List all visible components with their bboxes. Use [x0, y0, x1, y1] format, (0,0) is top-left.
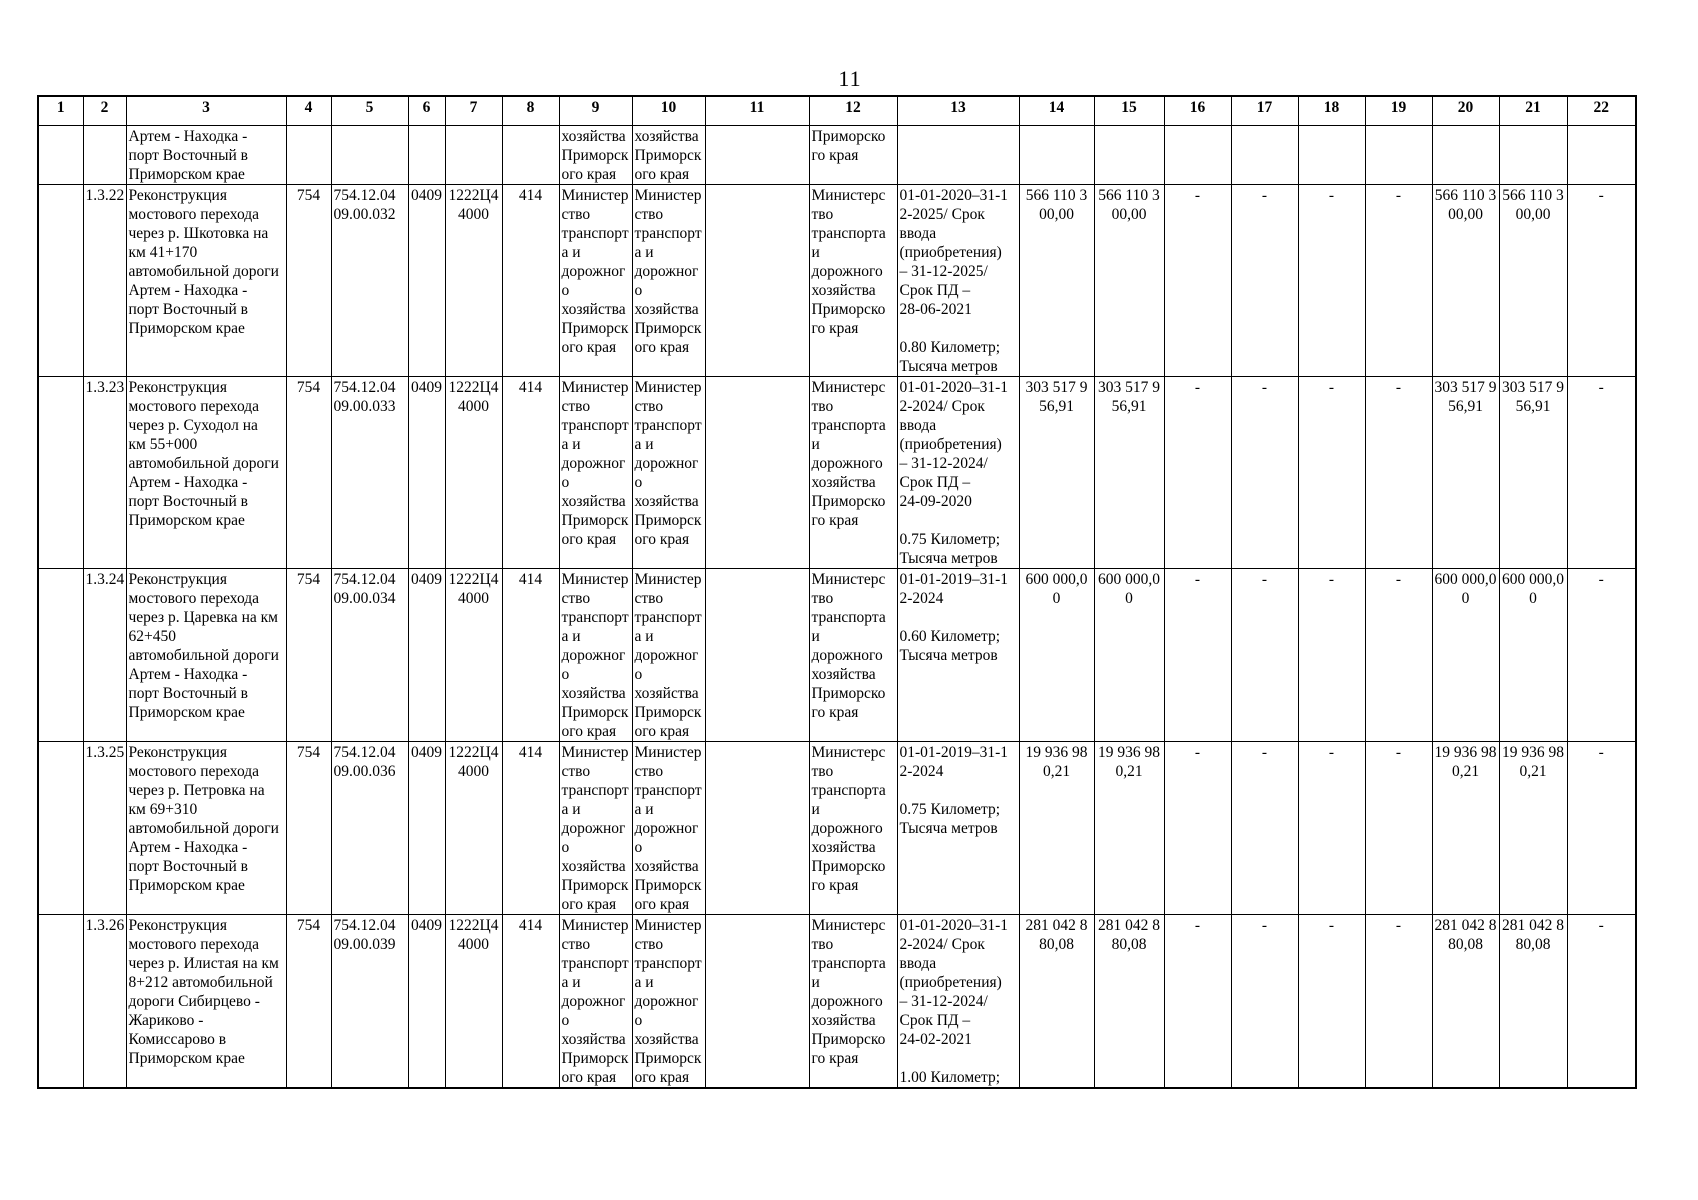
dash-cell: -	[1231, 185, 1298, 377]
column-header: 1	[38, 96, 83, 126]
column-header: 13	[897, 96, 1019, 126]
column-header: 22	[1567, 96, 1636, 126]
dash-cell: -	[1231, 742, 1298, 915]
amount-cell: 566 110 3 00,00	[1019, 185, 1094, 377]
table-cell	[38, 742, 83, 915]
dash-cell: -	[1567, 185, 1636, 377]
code-cell: 754.12.04 09.00.039	[331, 915, 408, 1089]
authority-cell: Министерс тво транспорта и дорожного хозяйства Приморско го края	[809, 569, 897, 742]
amount-cell: 303 517 9 56,91	[1019, 377, 1094, 569]
table-cell	[705, 742, 809, 915]
dash-cell: -	[1164, 377, 1231, 569]
column-header: 2	[83, 96, 126, 126]
code-cell: 754.12.04 09.00.033	[331, 377, 408, 569]
authority-cell: Министерс тво транспорта и дорожного хозяйства Приморско го края	[809, 377, 897, 569]
table-cell	[38, 126, 83, 185]
table-cell	[83, 126, 126, 185]
column-header: 9	[559, 96, 632, 126]
table-cell	[705, 126, 809, 185]
table-cell	[1019, 126, 1094, 185]
column-header: 6	[408, 96, 445, 126]
object-name-cell: Реконструкция мостового перехода через р. Илистая на км 8+212 автомобильной дороги Сибирцево - Жариково - Комиссарово в Приморском крае	[126, 915, 286, 1089]
dash-cell: -	[1567, 742, 1636, 915]
dash-cell: -	[1298, 915, 1365, 1089]
code-cell: 1222Ц4 4000	[445, 185, 502, 377]
column-header: 7	[445, 96, 502, 126]
code-cell: 754	[286, 377, 331, 569]
authority-cell: Министерс тво транспорта и дорожного хозяйства Приморско го края	[809, 915, 897, 1089]
code-cell: 0409	[408, 915, 445, 1089]
dash-cell: -	[1164, 742, 1231, 915]
item-number-cell: 1.3.24	[83, 569, 126, 742]
deadline-cell: 01-01-2020–31-1 2-2024/ Срок ввода (приобретения) – 31-12-2024/ Срок ПД – 24-09-2020 0.75 Километр; Тысяча метров	[897, 377, 1019, 569]
object-name-cell: Реконструкция мостового перехода через р. Шкотовка на км 41+170 автомобильной дороги Артем - Находка - порт Восточный в Приморском крае	[126, 185, 286, 377]
code-cell: 0409	[408, 185, 445, 377]
developer-cell: Министер ство транспорт а и дорожног о хозяйства Приморск ого края	[632, 915, 705, 1089]
page-number: 11	[838, 66, 862, 91]
table-cell	[705, 569, 809, 742]
column-header: 20	[1432, 96, 1499, 126]
column-header: 10	[632, 96, 705, 126]
dash-cell: -	[1298, 377, 1365, 569]
dash-cell: -	[1365, 185, 1432, 377]
table-row-continuation	[38, 126, 1636, 185]
table-row	[38, 742, 1636, 915]
column-header: 3	[126, 96, 286, 126]
amount-cell: 281 042 8 80,08	[1499, 915, 1567, 1089]
dash-cell: -	[1231, 569, 1298, 742]
amount-cell: 566 110 3 00,00	[1432, 185, 1499, 377]
registry-table	[37, 95, 1637, 1089]
column-header: 4	[286, 96, 331, 126]
object-name-cell: Реконструкция мостового перехода через р. Петровка на км 69+310 автомобильной дороги Артем - Находка - порт Восточный в Приморском крае	[126, 742, 286, 915]
dash-cell: -	[1298, 569, 1365, 742]
column-header: 14	[1019, 96, 1094, 126]
code-cell: 754	[286, 742, 331, 915]
header-row	[38, 96, 1636, 126]
table-cell	[897, 126, 1019, 185]
table-cell	[38, 377, 83, 569]
column-header: 17	[1231, 96, 1298, 126]
code-cell: 414	[502, 185, 559, 377]
table-cell	[1094, 126, 1164, 185]
dash-cell: -	[1164, 185, 1231, 377]
code-cell: 754	[286, 185, 331, 377]
deadline-cell: 01-01-2019–31-1 2-2024 0.60 Километр; Тысяча метров	[897, 569, 1019, 742]
code-cell: 414	[502, 377, 559, 569]
table-row	[38, 377, 1636, 569]
dash-cell: -	[1365, 915, 1432, 1089]
dash-cell: -	[1365, 742, 1432, 915]
code-cell: 0409	[408, 569, 445, 742]
object-name-cell: Реконструкция мостового перехода через р. Суходол на км 55+000 автомобильной дороги Артем - Находка - порт Восточный в Приморском крае	[126, 377, 286, 569]
column-header: 21	[1499, 96, 1567, 126]
amount-cell: 600 000,0 0	[1432, 569, 1499, 742]
table-cell	[38, 915, 83, 1089]
amount-cell: 19 936 98 0,21	[1499, 742, 1567, 915]
table-cell	[1432, 126, 1499, 185]
amount-cell: 281 042 8 80,08	[1019, 915, 1094, 1089]
column-header: 16	[1164, 96, 1231, 126]
code-cell: 414	[502, 742, 559, 915]
authority-cell: Приморско го края	[809, 126, 897, 185]
code-cell: 754.12.04 09.00.034	[331, 569, 408, 742]
object-name-cell: Реконструкция мостового перехода через р. Царевка на км 62+450 автомобильной дороги Артем - Находка - порт Восточный в Приморском крае	[126, 569, 286, 742]
deadline-cell: 01-01-2020–31-1 2-2024/ Срок ввода (приобретения) – 31-12-2024/ Срок ПД – 24-02-2021 1.00 Километр;	[897, 915, 1019, 1089]
dash-cell: -	[1298, 742, 1365, 915]
table-cell	[502, 126, 559, 185]
developer-cell: хозяйства Приморск ого края	[632, 126, 705, 185]
amount-cell: 600 000,0 0	[1094, 569, 1164, 742]
item-number-cell: 1.3.25	[83, 742, 126, 915]
dash-cell: -	[1164, 915, 1231, 1089]
table-cell	[1164, 126, 1231, 185]
code-cell: 1222Ц4 4000	[445, 742, 502, 915]
code-cell: 754.12.04 09.00.036	[331, 742, 408, 915]
column-header: 18	[1298, 96, 1365, 126]
column-header: 5	[331, 96, 408, 126]
column-header: 19	[1365, 96, 1432, 126]
amount-cell: 303 517 9 56,91	[1094, 377, 1164, 569]
developer-cell: Министер ство транспорт а и дорожног о хозяйства Приморск ого края	[632, 569, 705, 742]
customer-cell: хозяйства Приморск ого края	[559, 126, 632, 185]
table-cell	[38, 569, 83, 742]
table-cell	[1499, 126, 1567, 185]
dash-cell: -	[1164, 569, 1231, 742]
table-cell	[705, 915, 809, 1089]
customer-cell: Министер ство транспорт а и дорожног о хозяйства Приморск ого края	[559, 915, 632, 1089]
column-header: 15	[1094, 96, 1164, 126]
amount-cell: 566 110 3 00,00	[1094, 185, 1164, 377]
dash-cell: -	[1365, 569, 1432, 742]
table-cell	[331, 126, 408, 185]
amount-cell: 19 936 98 0,21	[1019, 742, 1094, 915]
deadline-cell: 01-01-2020–31-1 2-2025/ Срок ввода (приобретения) – 31-12-2025/ Срок ПД – 28-06-2021 0.80 Километр; Тысяча метров	[897, 185, 1019, 377]
amount-cell: 19 936 98 0,21	[1432, 742, 1499, 915]
column-header: 12	[809, 96, 897, 126]
developer-cell: Министер ство транспорт а и дорожног о хозяйства Приморск ого края	[632, 185, 705, 377]
customer-cell: Министер ство транспорт а и дорожног о хозяйства Приморск ого края	[559, 569, 632, 742]
developer-cell: Министер ство транспорт а и дорожног о хозяйства Приморск ого края	[632, 377, 705, 569]
amount-cell: 566 110 3 00,00	[1499, 185, 1567, 377]
code-cell: 0409	[408, 742, 445, 915]
dash-cell: -	[1567, 377, 1636, 569]
table-cell	[705, 185, 809, 377]
code-cell: 754	[286, 915, 331, 1089]
developer-cell: Министер ство транспорт а и дорожног о хозяйства Приморск ого края	[632, 742, 705, 915]
code-cell: 754	[286, 569, 331, 742]
dash-cell: -	[1231, 915, 1298, 1089]
amount-cell: 281 042 8 80,08	[1094, 915, 1164, 1089]
dash-cell: -	[1298, 185, 1365, 377]
dash-cell: -	[1567, 569, 1636, 742]
table-cell	[38, 185, 83, 377]
code-cell: 1222Ц4 4000	[445, 915, 502, 1089]
table-cell	[705, 377, 809, 569]
authority-cell: Министерс тво транспорта и дорожного хозяйства Приморско го края	[809, 185, 897, 377]
amount-cell: 303 517 9 56,91	[1499, 377, 1567, 569]
column-header: 11	[705, 96, 809, 126]
column-header: 8	[502, 96, 559, 126]
object-name-cell: Артем - Находка - порт Восточный в Приморском крае	[126, 126, 286, 185]
item-number-cell: 1.3.23	[83, 377, 126, 569]
customer-cell: Министер ство транспорт а и дорожног о хозяйства Приморск ого края	[559, 742, 632, 915]
table-row	[38, 569, 1636, 742]
item-number-cell: 1.3.26	[83, 915, 126, 1089]
table-cell	[1231, 126, 1298, 185]
customer-cell: Министер ство транспорт а и дорожног о хозяйства Приморск ого края	[559, 377, 632, 569]
amount-cell: 281 042 8 80,08	[1432, 915, 1499, 1089]
table-cell	[1365, 126, 1432, 185]
amount-cell: 600 000,0 0	[1019, 569, 1094, 742]
amount-cell: 600 000,0 0	[1499, 569, 1567, 742]
table-cell	[408, 126, 445, 185]
authority-cell: Министерс тво транспорта и дорожного хозяйства Приморско го края	[809, 742, 897, 915]
code-cell: 754.12.04 09.00.032	[331, 185, 408, 377]
dash-cell: -	[1365, 377, 1432, 569]
customer-cell: Министер ство транспорт а и дорожног о хозяйства Приморск ого края	[559, 185, 632, 377]
code-cell: 414	[502, 915, 559, 1089]
code-cell: 1222Ц4 4000	[445, 569, 502, 742]
deadline-cell: 01-01-2019–31-1 2-2024 0.75 Километр; Тысяча метров	[897, 742, 1019, 915]
code-cell: 414	[502, 569, 559, 742]
amount-cell: 19 936 98 0,21	[1094, 742, 1164, 915]
table-cell	[1567, 126, 1636, 185]
dash-cell: -	[1231, 377, 1298, 569]
table-row	[38, 915, 1636, 1089]
dash-cell: -	[1567, 915, 1636, 1089]
item-number-cell: 1.3.22	[83, 185, 126, 377]
amount-cell: 303 517 9 56,91	[1432, 377, 1499, 569]
code-cell: 1222Ц4 4000	[445, 377, 502, 569]
code-cell: 0409	[408, 377, 445, 569]
table-cell	[445, 126, 502, 185]
table-cell	[286, 126, 331, 185]
table-row	[38, 185, 1636, 377]
table-cell	[1298, 126, 1365, 185]
